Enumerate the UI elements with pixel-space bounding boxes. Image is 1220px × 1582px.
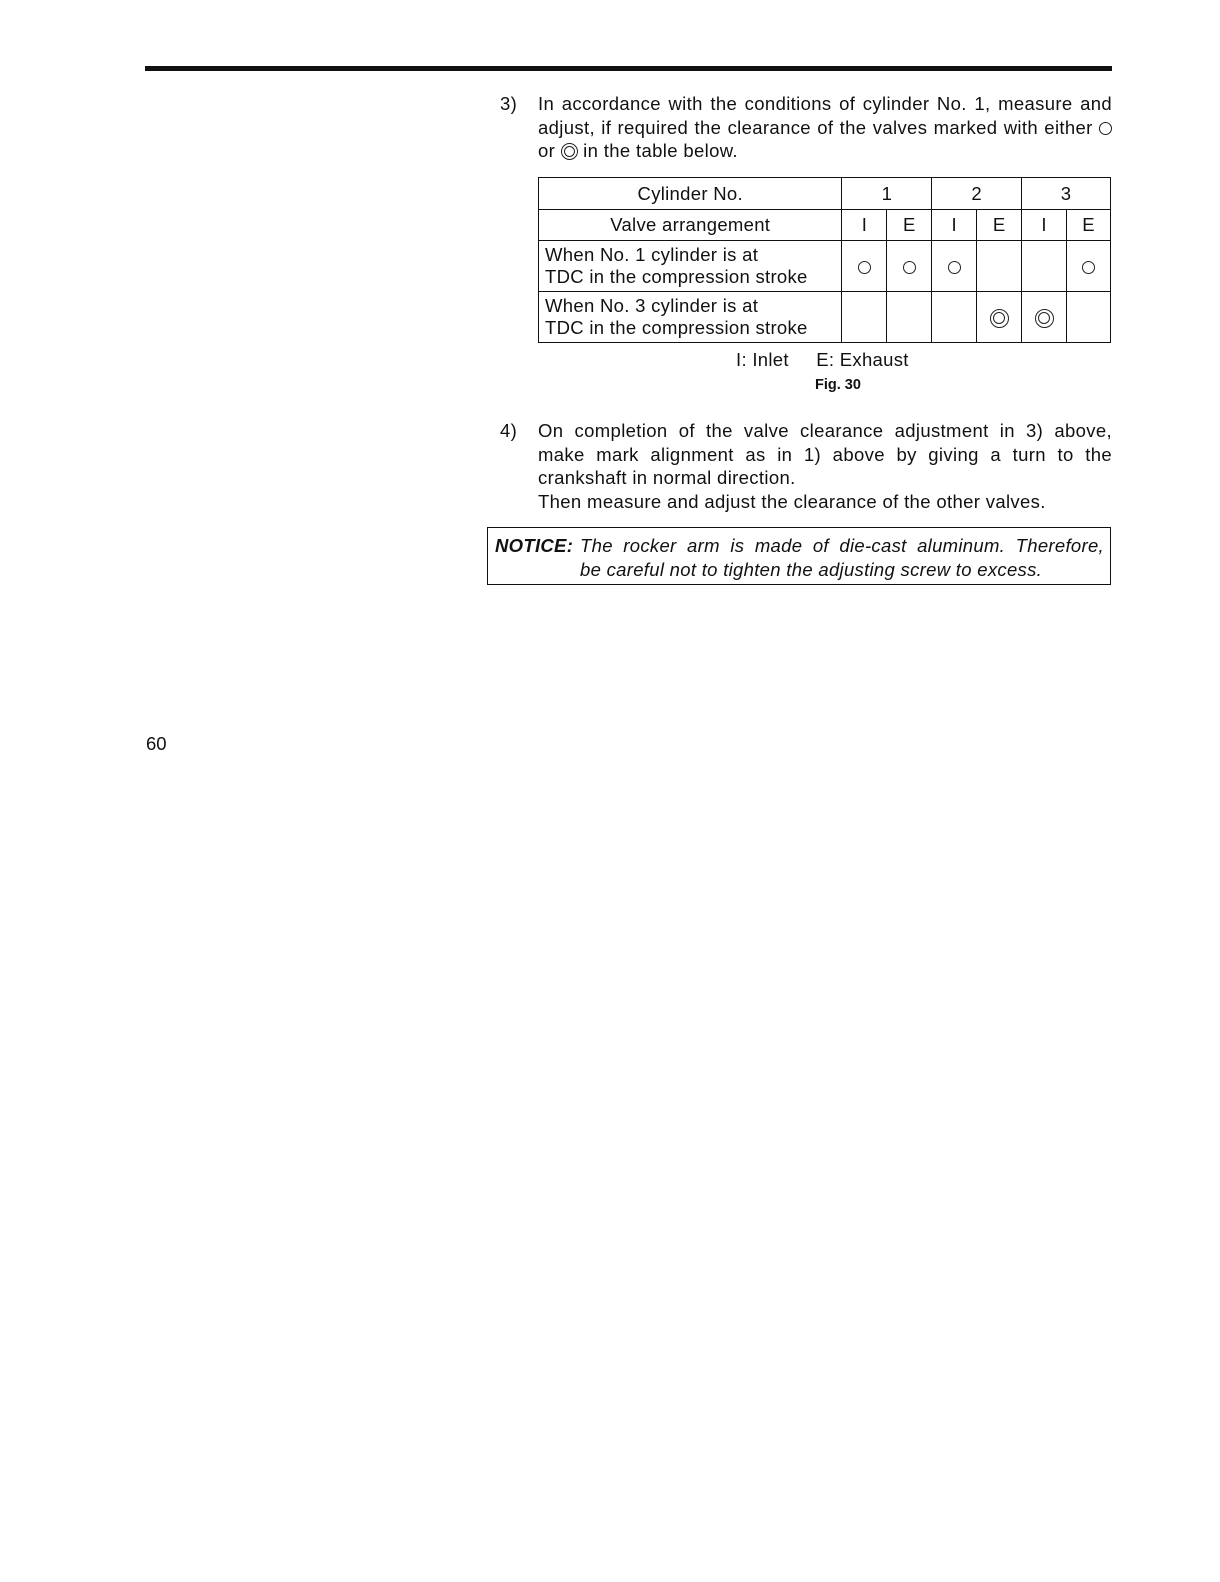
double-circle-icon: [1035, 309, 1054, 328]
legend-exhaust: E: Exhaust: [816, 349, 909, 370]
cylinder-2-header: 2: [932, 178, 1022, 210]
step-3-or: or: [538, 140, 556, 161]
single-circle-icon: [948, 261, 961, 274]
no3-tdc-label-line2: TDC in the compression stroke: [545, 317, 808, 338]
mark-cell: [1022, 241, 1067, 292]
mark-cell: [1022, 292, 1067, 343]
notice-text: [580, 534, 1104, 581]
no1-tdc-label-line2: TDC in the compression stroke: [545, 266, 808, 287]
valve-clearance-table: [538, 177, 1111, 343]
top-rule: [145, 66, 1112, 71]
mark-cell: [842, 292, 887, 343]
step-3-text-a: In accordance with the conditions of cylinder No. 1, measure and adjust, if required the clearance of the valves marked with either: [538, 93, 1112, 138]
mark-cell: [887, 292, 932, 343]
step-4-number: 4): [500, 420, 518, 441]
valve-arrangement-row: [539, 210, 1111, 241]
step-3-text-b: in the table below.: [583, 140, 738, 161]
single-circle-icon: [903, 261, 916, 274]
cylinder-no-label: Cylinder No.: [539, 178, 842, 210]
step-4-paragraph-1: On completion of the valve clearance adjustment in 3) above, make mark alignment as in 1) above by giving a turn to the crankshaft in normal direction.: [538, 420, 1112, 488]
single-circle-icon: [1082, 261, 1095, 274]
valve-legend: [736, 349, 909, 371]
single-circle-icon: [1099, 122, 1112, 135]
figure-caption: Fig. 30: [815, 377, 861, 393]
mark-cell: [1067, 292, 1111, 343]
no3-tdc-label: [539, 292, 842, 343]
no1-tdc-row: [539, 241, 1111, 292]
step-3-number: 3): [500, 93, 518, 114]
notice-label: NOTICE:: [495, 535, 574, 556]
step-4-paragraph-2: Then measure and adjust the clearance of the other valves.: [538, 490, 1046, 512]
valve-type-cell: I: [842, 210, 887, 241]
valve-type-cell: I: [1022, 210, 1067, 241]
valve-type-cell: E: [1067, 210, 1111, 241]
valve-type-cell: E: [887, 210, 932, 241]
notice-line-1: The rocker arm is made of die-cast aluminum. Therefore,: [580, 535, 1104, 556]
notice-line-2: be careful not to tighten the adjusting screw to excess.: [580, 558, 1043, 580]
cylinder-1-header: 1: [842, 178, 932, 210]
single-circle-icon: [858, 261, 871, 274]
step-4-text: [538, 419, 1112, 513]
mark-cell: [932, 292, 977, 343]
cylinder-3-header: 3: [1022, 178, 1111, 210]
no3-tdc-label-line1: When No. 3 cylinder is at: [545, 295, 759, 316]
no3-tdc-row: [539, 292, 1111, 343]
double-circle-icon: [990, 309, 1009, 328]
no1-tdc-label: [539, 241, 842, 292]
mark-cell: [977, 241, 1022, 292]
mark-cell: [932, 241, 977, 292]
mark-cell: [977, 292, 1022, 343]
valve-type-cell: E: [977, 210, 1022, 241]
valve-arrangement-label: Valve arrangement: [539, 210, 842, 241]
mark-cell: [1067, 241, 1111, 292]
no1-tdc-label-line1: When No. 1 cylinder is at: [545, 244, 759, 265]
page-number: 60: [146, 733, 167, 754]
step-3: [500, 92, 1112, 163]
table-header-row: [539, 178, 1111, 210]
double-circle-icon: [561, 143, 578, 160]
mark-cell: [842, 241, 887, 292]
valve-type-cell: I: [932, 210, 977, 241]
step-4: [500, 419, 1112, 513]
mark-cell: [887, 241, 932, 292]
notice-box: [487, 527, 1111, 585]
step-3-text: [538, 92, 1112, 163]
legend-inlet: I: Inlet: [736, 349, 789, 370]
